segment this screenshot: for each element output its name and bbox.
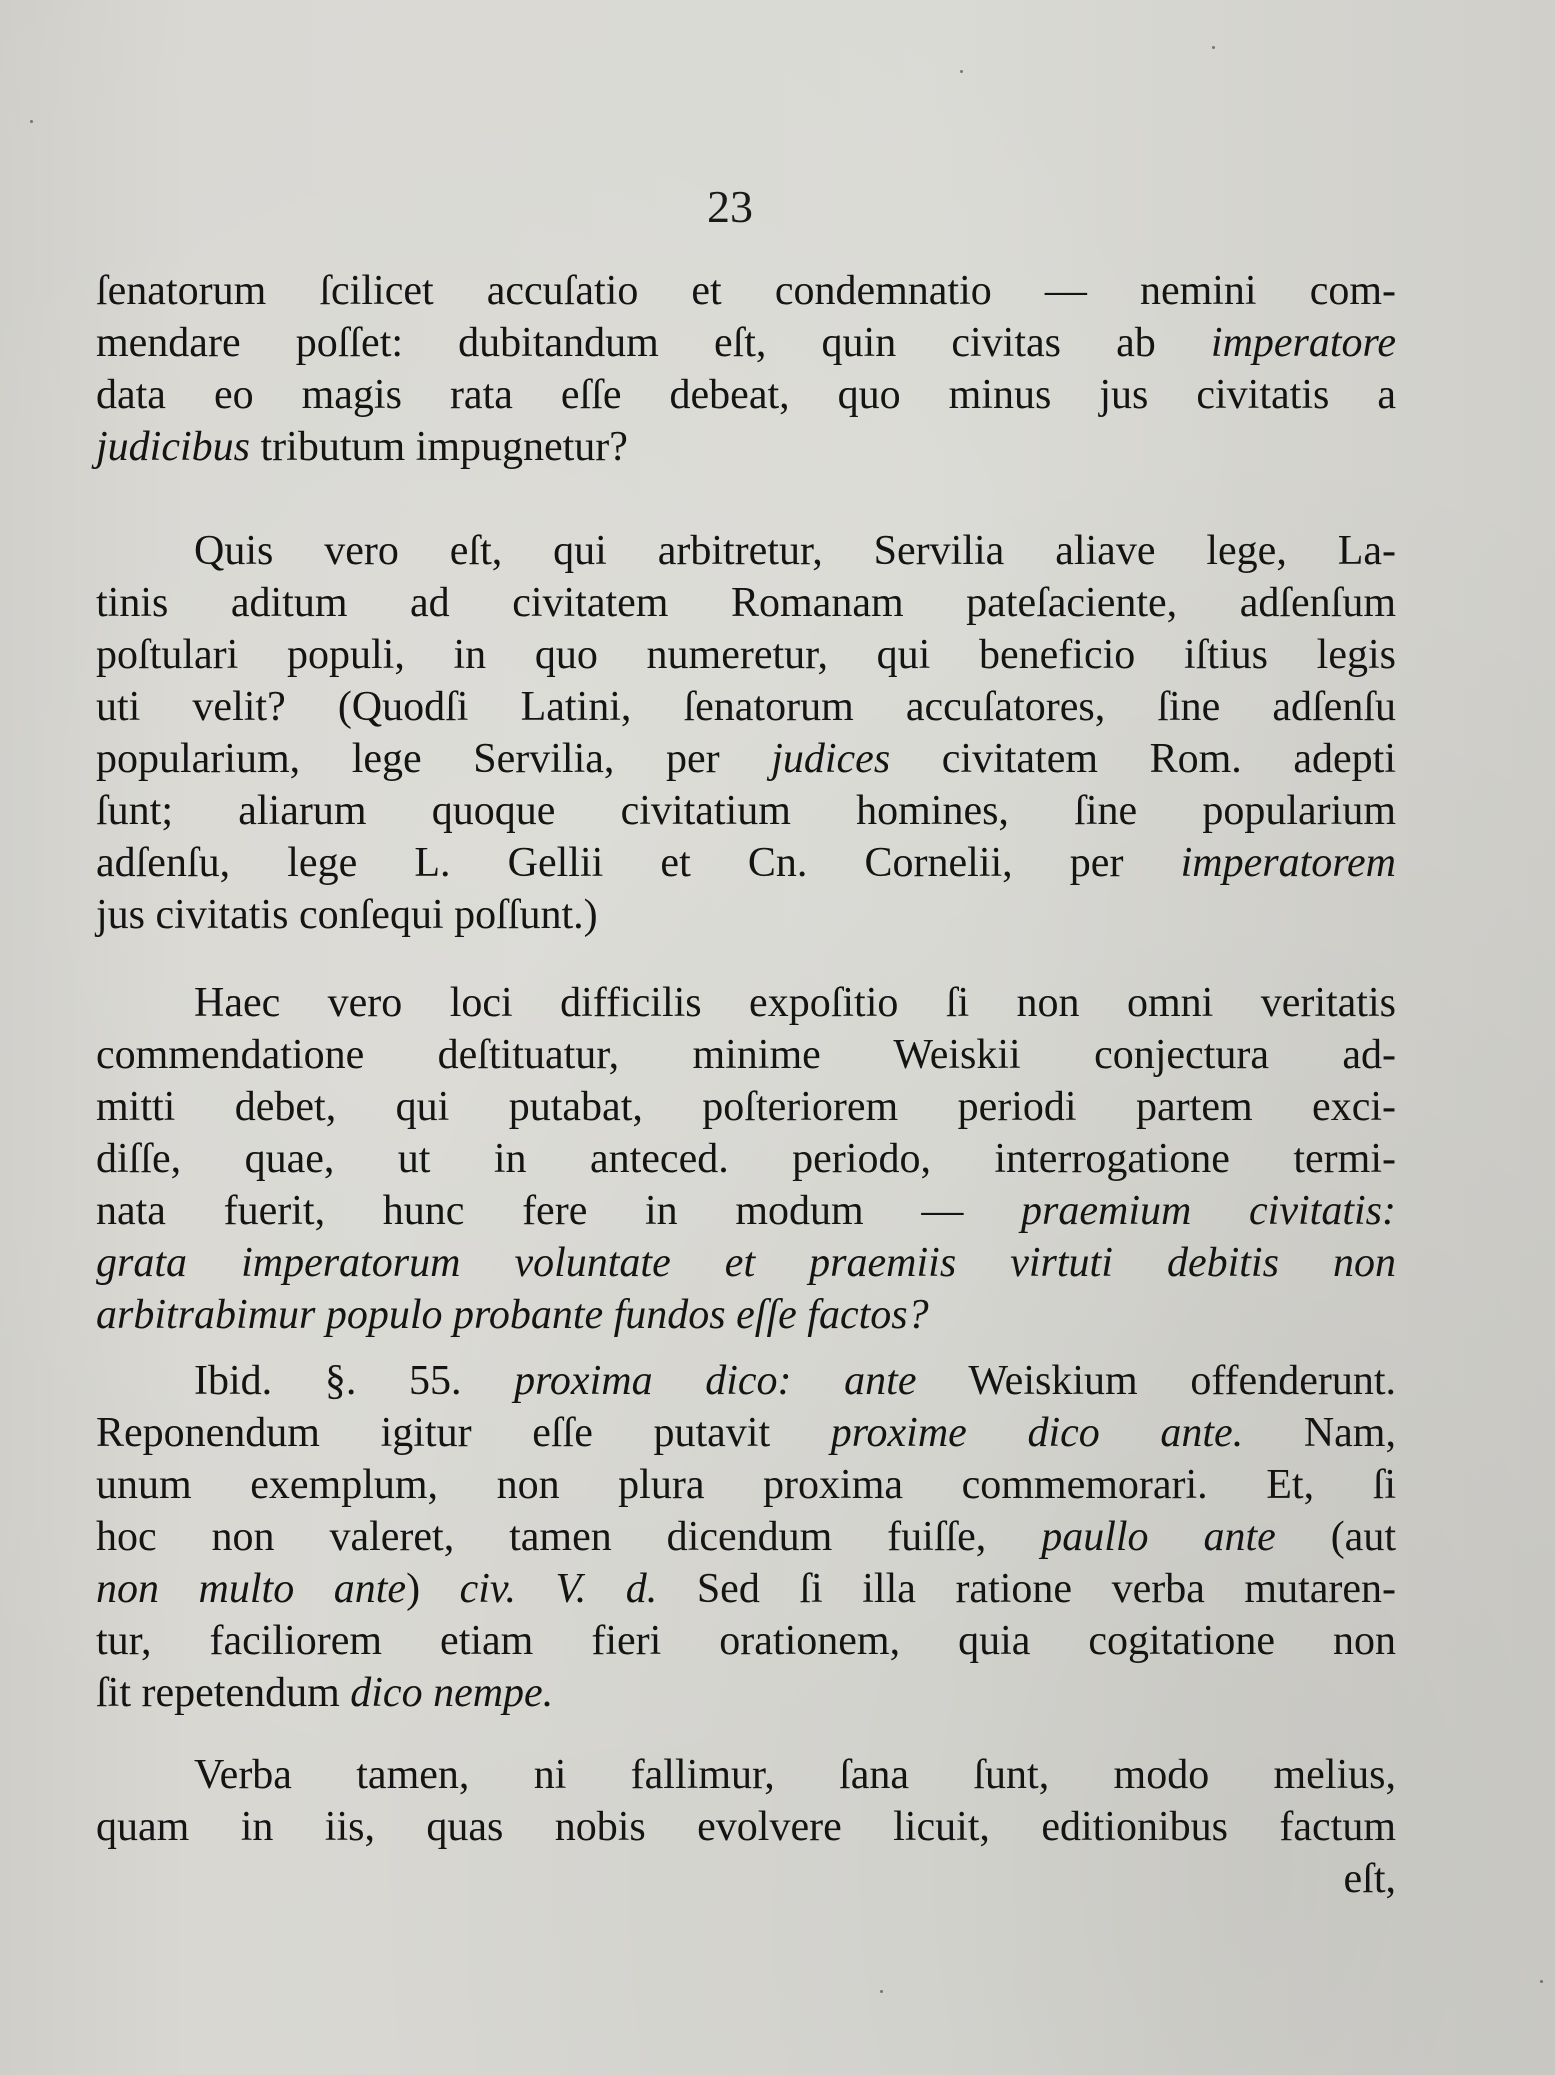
paper-speck bbox=[960, 70, 963, 73]
italic-run: judicibus bbox=[96, 424, 250, 470]
text-run: Haec vero loci difficilis expoſitio ſi non omni veritatis bbox=[194, 980, 1396, 1026]
text-line bbox=[96, 1563, 1396, 1615]
text-line bbox=[96, 577, 1396, 629]
text-run: eſt, bbox=[1343, 1856, 1396, 1902]
text-run: Ibid. §. 55. bbox=[194, 1358, 515, 1404]
text-line bbox=[96, 265, 1396, 317]
text-run: commendatione deſtituatur, minime Weiskii conjectura ad- bbox=[96, 1032, 1396, 1078]
body-text bbox=[96, 265, 1396, 1905]
text-line bbox=[96, 837, 1396, 889]
page-number: 23 bbox=[707, 181, 753, 232]
text-run: data eo magis rata eſſe debeat, quo minus jus civitatis a bbox=[96, 372, 1396, 418]
text-line bbox=[96, 421, 1396, 473]
text-line bbox=[96, 1355, 1396, 1407]
text-run: Weiskium offenderunt. bbox=[916, 1358, 1396, 1404]
paper-speck bbox=[30, 120, 33, 123]
text-line bbox=[96, 1185, 1396, 1237]
text-run: Quis vero eſt, qui arbitretur, Servilia aliave lege, La- bbox=[194, 528, 1396, 574]
text-run: jus civitatis conſequi poſſunt.) bbox=[96, 892, 598, 938]
text-line bbox=[96, 733, 1396, 785]
paragraph bbox=[96, 265, 1396, 473]
text-run: tur, faciliorem etiam fieri orationem, quia cogitatione non bbox=[96, 1618, 1396, 1664]
italic-run: proxima dico: ante bbox=[514, 1358, 917, 1404]
text-run: Sed ſi illa ratione verba mutaren- bbox=[657, 1566, 1396, 1612]
paper-speck bbox=[1540, 1980, 1543, 1983]
paper-speck bbox=[880, 1990, 883, 1993]
italic-run: grata imperatorum voluntate et praemiis virtuti debitis non bbox=[96, 1240, 1396, 1286]
text-line bbox=[96, 1511, 1396, 1563]
text-run: quam in iis, quas nobis evolvere licuit, editionibus factum bbox=[96, 1804, 1396, 1850]
text-run: ſenatorum ſcilicet accuſatio et condemnatio — nemini com- bbox=[96, 268, 1396, 314]
paragraph bbox=[96, 1355, 1396, 1719]
text-run: ſit repetendum bbox=[96, 1670, 351, 1716]
text-line bbox=[96, 1853, 1396, 1905]
text-run: mitti debet, qui putabat, poſteriorem periodi partem exci- bbox=[96, 1084, 1396, 1130]
text-run: nata fuerit, hunc fere in modum — bbox=[96, 1188, 1022, 1234]
text-run: ) bbox=[406, 1566, 460, 1612]
text-line bbox=[96, 1459, 1396, 1511]
text-run: adſenſu, lege L. Gellii et Cn. Cornelii, per bbox=[96, 840, 1181, 886]
text-line bbox=[96, 1615, 1396, 1667]
text-line bbox=[96, 1029, 1396, 1081]
italic-run: paullo ante bbox=[1041, 1514, 1276, 1560]
paragraph bbox=[96, 1749, 1396, 1905]
text-line bbox=[96, 1667, 1396, 1719]
text-line bbox=[96, 1133, 1396, 1185]
text-run: hoc non valeret, tamen dicendum fuiſſe, bbox=[96, 1514, 1042, 1560]
italic-run: proxime dico ante. bbox=[830, 1410, 1244, 1456]
italic-run: imperatore bbox=[1210, 320, 1396, 366]
text-run: tinis aditum ad civitatem Romanam pateſaciente, adſenſum bbox=[96, 580, 1396, 626]
text-run: popularium, lege Servilia, per bbox=[96, 736, 772, 782]
italic-run: judices bbox=[771, 736, 891, 782]
text-line bbox=[96, 1749, 1396, 1801]
italic-run: dico nempe. bbox=[350, 1670, 554, 1716]
text-run: Nam, bbox=[1243, 1410, 1396, 1456]
text-run: Reponendum igitur eſſe putavit bbox=[96, 1410, 831, 1456]
text-run: diſſe, quae, ut in anteced. periodo, interrogatione termi- bbox=[96, 1136, 1396, 1182]
text-run: Verba tamen, ni fallimur, ſana ſunt, modo melius, bbox=[194, 1752, 1396, 1798]
paper-speck bbox=[1212, 46, 1215, 49]
text-line bbox=[96, 681, 1396, 733]
text-run: ſunt; aliarum quoque civitatium homines, ſine popularium bbox=[96, 788, 1396, 834]
paragraph bbox=[96, 525, 1396, 941]
text-run: mendare poſſet: dubitandum eſt, quin civitas ab bbox=[96, 320, 1211, 366]
italic-run: civ. V. d. bbox=[459, 1566, 658, 1612]
text-line bbox=[96, 629, 1396, 681]
italic-run: non multo ante bbox=[96, 1566, 407, 1612]
italic-run: arbitrabimur populo probante fundos eſſe factos? bbox=[96, 1292, 929, 1338]
text-line bbox=[96, 785, 1396, 837]
text-run: (aut bbox=[1275, 1514, 1396, 1560]
text-line bbox=[96, 1407, 1396, 1459]
text-run: civitatem Rom. adepti bbox=[890, 736, 1396, 782]
paragraph bbox=[96, 977, 1396, 1341]
text-line bbox=[96, 977, 1396, 1029]
text-line bbox=[96, 369, 1396, 421]
text-run: tributum impugnetur? bbox=[250, 424, 628, 470]
text-line bbox=[96, 1081, 1396, 1133]
italic-run: praemium civitatis: bbox=[1021, 1188, 1396, 1234]
text-line bbox=[96, 317, 1396, 369]
italic-run: imperatorem bbox=[1180, 840, 1396, 886]
text-run: unum exemplum, non plura proxima commemorari. Et, ſi bbox=[96, 1462, 1396, 1508]
text-line bbox=[96, 1801, 1396, 1853]
text-run: poſtulari populi, in quo numeretur, qui beneficio iſtius legis bbox=[96, 632, 1396, 678]
text-line bbox=[96, 1237, 1396, 1289]
text-line bbox=[96, 1289, 1396, 1341]
text-line bbox=[96, 525, 1396, 577]
text-line bbox=[96, 889, 1396, 941]
text-run: uti velit? (Quodſi Latini, ſenatorum accuſatores, ſine adſenſu bbox=[96, 684, 1396, 730]
